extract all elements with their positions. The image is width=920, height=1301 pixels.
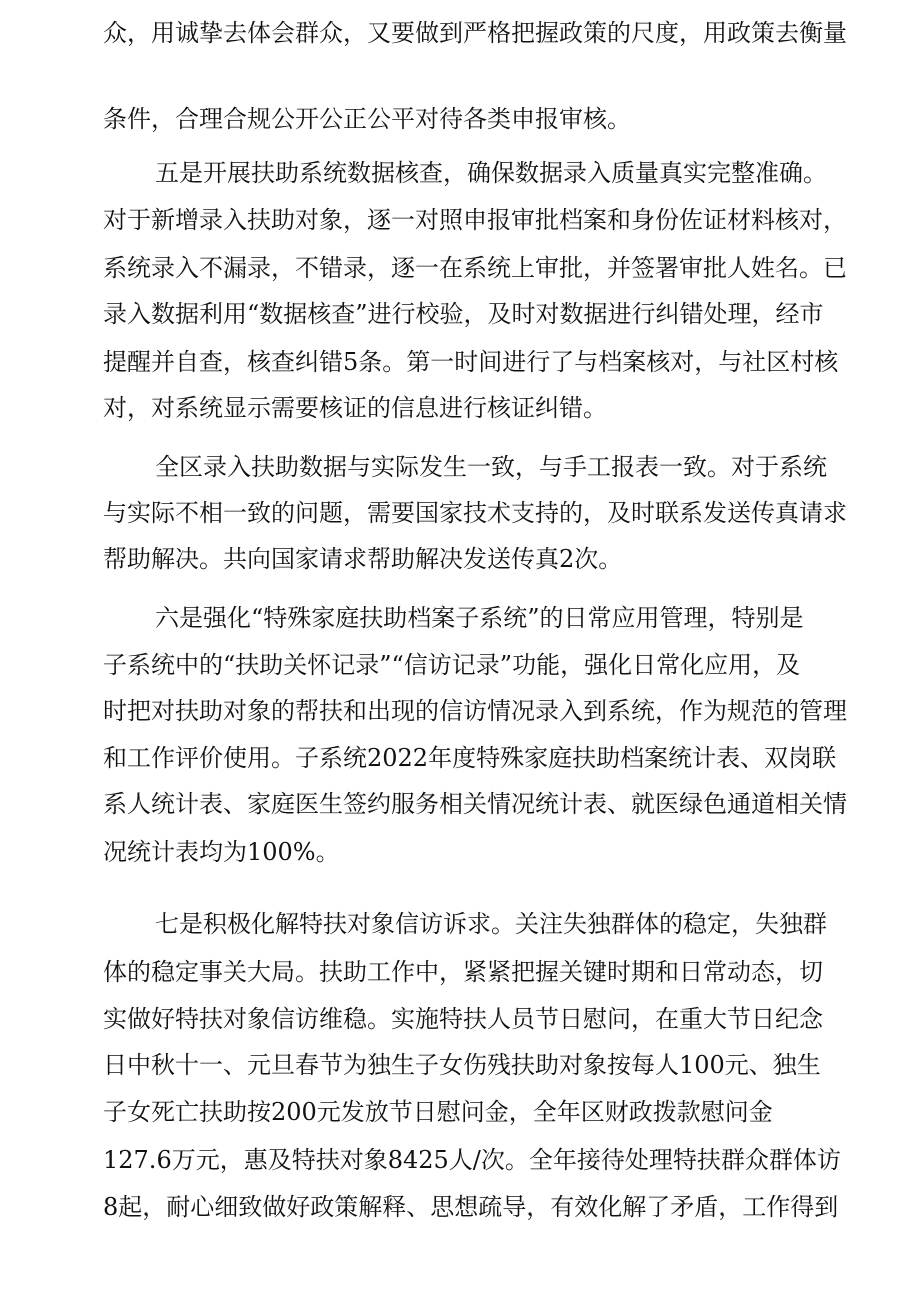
text-line: 系人统计表、家庭医生签约服务相关情况统计表、就医绿色通道相关情	[103, 790, 847, 818]
text-line: 七是积极化解特扶对象信访诉求。关注失独群体的稳定，失独群	[155, 910, 827, 938]
text-line: 条件，合理合规公开公正公平对待各类申报审核。	[103, 105, 631, 133]
text-line: 况统计表均为100%。	[103, 838, 340, 866]
text-line: 五是开展扶助系统数据核查，确保数据录入质量真实完整准确。	[155, 159, 827, 187]
text-line: 系统录入不漏录，不错录，逐一在系统上审批，并签署审批人姓名。已	[103, 254, 847, 282]
text-line: 实做好特扶对象信访维稳。实施特扶人员节日慰问，在重大节日纪念	[103, 1005, 823, 1033]
text-line: 和工作评价使用。子系统2022年度特殊家庭扶助档案统计表、双岗联	[103, 744, 837, 772]
text-line: 127.6万元，惠及特扶对象8425人/次。全年接待处理特扶群众群体访	[103, 1146, 841, 1174]
text-line: 与实际不相一致的问题，需要国家技术支持的，及时联系发送传真请求	[103, 499, 847, 527]
text-line: 时把对扶助对象的帮扶和出现的信访情况录入到系统，作为规范的管理	[103, 697, 847, 725]
text-line: 子女死亡扶助按200元发放节日慰问金，全年区财政拨款慰问金	[103, 1098, 773, 1126]
text-line: 六是强化“特殊家庭扶助档案子系统”的日常应用管理，特别是	[155, 604, 804, 632]
text-line: 全区录入扶助数据与实际发生一致，与手工报表一致。对于系统	[155, 453, 827, 481]
text-line: 日中秋十一、元旦春节为独生子女伤残扶助对象按每人100元、独生	[103, 1051, 821, 1079]
text-line: 提醒并自查，核查纠错5条。第一时间进行了与档案核对，与社区村核	[103, 348, 839, 376]
text-line: 8起，耐心细致做好政策解释、思想疏导，有效化解了矛盾，工作得到	[103, 1193, 839, 1221]
text-line: 子系统中的“扶助关怀记录”“信访记录”功能，强化日常化应用，及	[103, 651, 801, 679]
text-line: 对，对系统显示需要核证的信息进行核证纠错。	[103, 394, 607, 422]
text-line: 众，用诚挚去体会群众，又要做到严格把握政策的尺度，用政策去衡量	[103, 19, 847, 47]
text-line: 录入数据利用“数据核查”进行校验，及时对数据进行纠错处理，经市	[103, 300, 824, 328]
text-line: 体的稳定事关大局。扶助工作中，紧紧把握关键时期和日常动态，切	[103, 958, 823, 986]
text-line: 帮助解决。共向国家请求帮助解决发送传真2次。	[103, 545, 623, 573]
text-line: 对于新增录入扶助对象，逐一对照申报审批档案和身份佐证材料核对，	[103, 206, 847, 234]
